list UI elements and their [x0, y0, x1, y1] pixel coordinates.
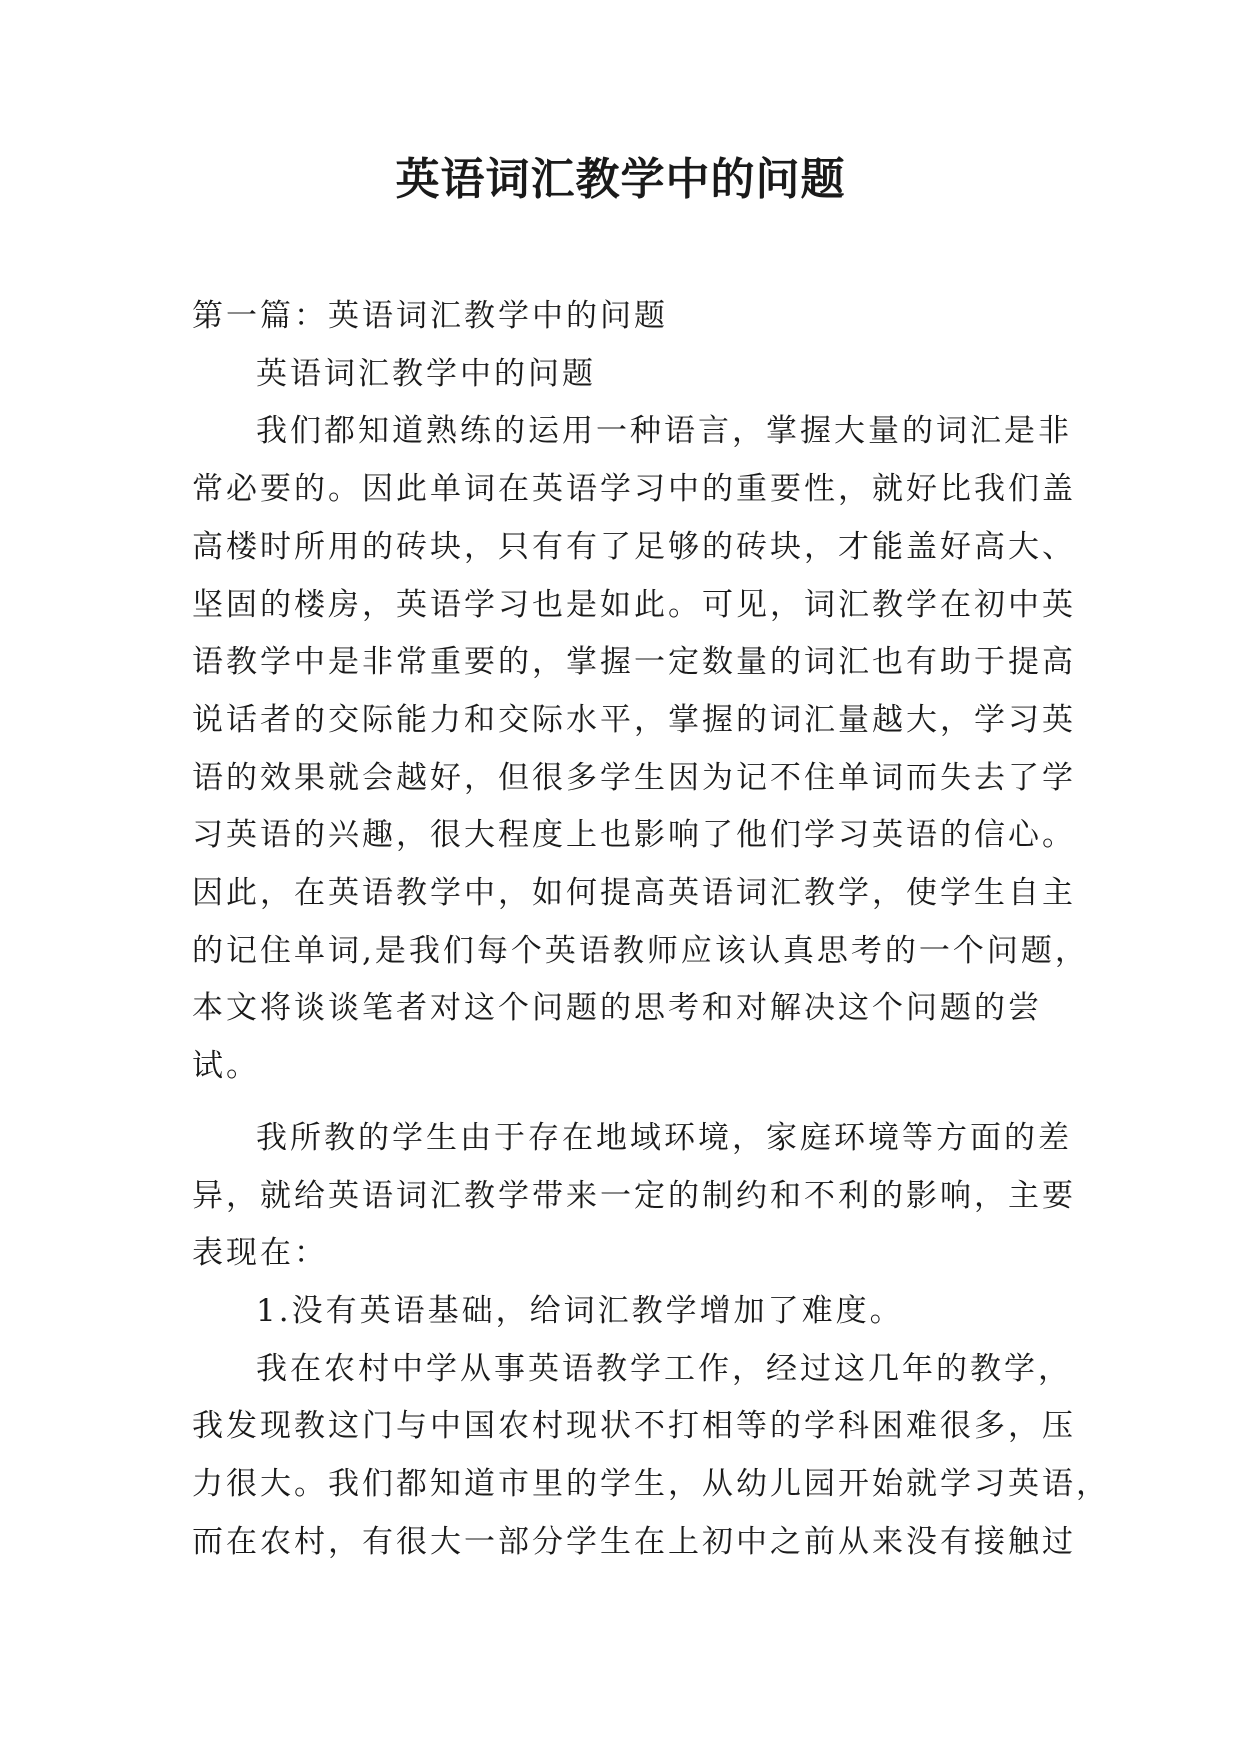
paragraph-line: 坚固的楼房，英语学习也是如此。可见，词汇教学在初中英 — [192, 586, 1076, 623]
paragraph-line: 异，就给英语词汇教学带来一定的制约和不利的影响，主要 — [192, 1177, 1076, 1214]
paragraph-3 — [192, 1341, 1110, 1572]
paragraph-line: 试。 — [192, 1048, 260, 1085]
list-item-text: 1.没有英语基础，给词汇教学增加了难度。 — [256, 1292, 904, 1329]
paragraph-2 — [192, 1110, 1076, 1283]
subtitle — [192, 346, 1050, 404]
paragraph-line: 语教学中是非常重要的，掌握一定数量的词汇也有助于提高 — [192, 644, 1076, 681]
paragraph-1 — [192, 403, 1089, 1095]
paragraph-line: 表现在： — [192, 1235, 328, 1272]
paragraph-line: 语的效果就会越好，但很多学生因为记不住单词而失去了学 — [192, 759, 1076, 796]
paragraph-line: 习英语的兴趣，很大程度上也影响了他们学习英语的信心。 — [192, 817, 1076, 854]
paragraph-line: 我在农村中学从事英语教学工作，经过这几年的教学， — [256, 1350, 1072, 1387]
document-title: 英语词汇教学中的问题 — [395, 154, 846, 205]
subtitle-text: 英语词汇教学中的问题 — [256, 355, 596, 392]
paragraph-line: 我发现教这门与中国农村现状不打相等的学科困难很多，压 — [192, 1408, 1076, 1445]
section-heading-text: 第一篇：英语词汇教学中的问题 — [192, 298, 668, 334]
paragraph-line: 常必要的。因此单词在英语学习中的重要性，就好比我们盖 — [192, 471, 1076, 508]
paragraph-line: 高楼时所用的砖块，只有有了足够的砖块，才能盖好高大、 — [192, 528, 1076, 565]
paragraph-line: 我所教的学生由于存在地域环境，家庭环境等方面的差 — [256, 1119, 1072, 1156]
paragraph-spacer — [192, 1096, 1050, 1110]
paragraph-line: 而在农村，有很大一部分学生在上初中之前从来没有接触过 — [192, 1523, 1076, 1560]
paragraph-line: 我们都知道熟练的运用一种语言，掌握大量的词汇是非 — [256, 413, 1072, 450]
paragraph-line: 说话者的交际能力和交际水平，掌握的词汇量越大，学习英 — [192, 701, 1076, 738]
list-item-1 — [192, 1283, 1050, 1341]
section-heading — [192, 288, 1050, 346]
paragraph-line: 本文将谈谈笔者对这个问题的思考和对解决这个问题的尝 — [192, 990, 1042, 1027]
paragraph-line: 力很大。我们都知道市里的学生，从幼儿园开始就学习英语， — [192, 1466, 1110, 1503]
paragraph-line: 的记住单词,是我们每个英语教师应该认真思考的一个问题， — [192, 932, 1089, 969]
document-body — [192, 288, 1110, 1571]
paragraph-line: 因此，在英语教学中，如何提高英语词汇教学，使学生自主 — [192, 875, 1076, 912]
